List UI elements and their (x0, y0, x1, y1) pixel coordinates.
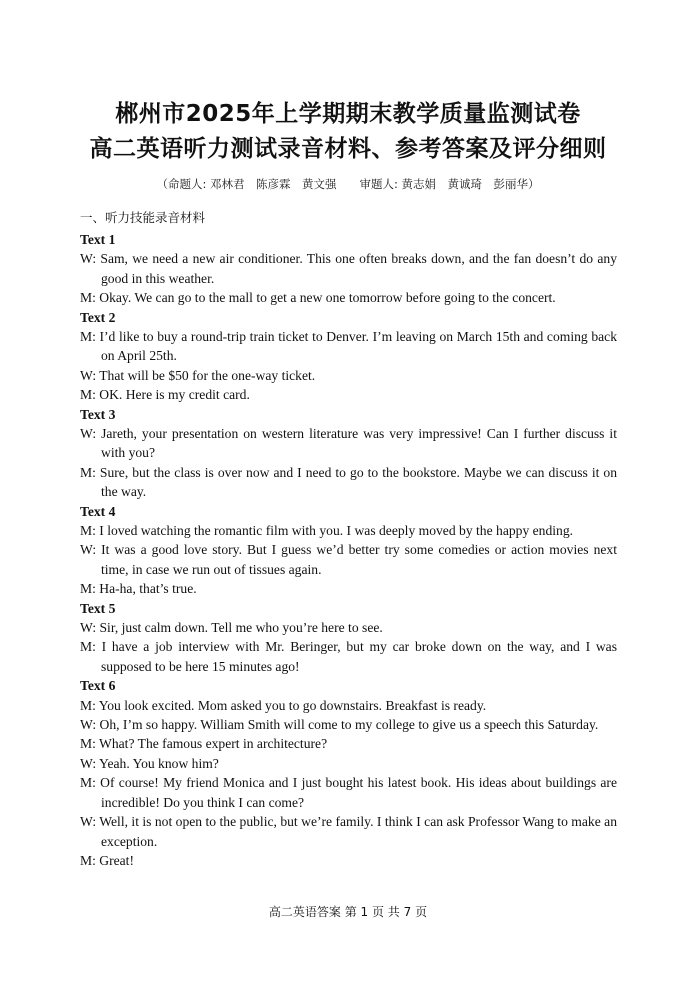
section-heading: 一、听力技能录音材料 (80, 210, 206, 225)
text-label: Text 2 (80, 309, 116, 325)
dialogue-line: W: Sam, we need a new air conditioner. This one often breaks down, and the fan doesn’t do any good in this weather. (80, 251, 617, 286)
text-block-4 (80, 502, 617, 599)
dialogue-line: M: I have a job interview with Mr. Beringer, but my car broke down on the way, and I was supposed to be here 15 minutes ago! (80, 639, 617, 674)
dialogue-line: M: Ha-ha, that’s true. (80, 581, 197, 597)
dialogue-line: W: Sir, just calm down. Tell me who you’re here to see. (80, 620, 383, 636)
dialogue-line: M: You look excited. Mom asked you to go downstairs. Breakfast is ready. (80, 697, 487, 713)
dialogue-line: M: OK. Here is my credit card. (80, 387, 250, 403)
text-label: Text 6 (80, 678, 116, 694)
authors-line: （命题人: 邓林君 陈彦霖 黄文强 审题人: 黄志娟 黄诚琦 彭丽华） (156, 177, 540, 191)
dialogue-line: M: Of course! My friend Monica and I just bought his latest book. His ideas about buildings are incredible! Do you think I can come? (80, 775, 617, 810)
text-label: Text 3 (80, 406, 116, 422)
transcript-content (80, 230, 617, 870)
text-block-6 (80, 676, 617, 870)
dialogue-line: M: Sure, but the class is over now and I need to go to the bookstore. Maybe we can discuss it on the way. (80, 464, 617, 500)
page-footer: 高二英语答案 第 1 页 共 7 页 (268, 905, 428, 919)
text-block-3 (80, 405, 617, 502)
document-title-line1: 郴州市2025年上学期期末教学质量监测试卷 (115, 101, 581, 127)
document-title-line2: 高二英语听力测试录音材料、参考答案及评分细则 (89, 136, 607, 162)
dialogue-line: M: I’d like to buy a round-trip train ticket to Denver. I’m leaving on March 15th and coming back on April 25th. (80, 329, 617, 364)
dialogue-line: M: Great! (80, 852, 134, 868)
dialogue-line: M: Okay. We can go to the mall to get a new one tomorrow before going to the concert. (80, 290, 556, 306)
text-label: Text 5 (80, 600, 116, 616)
dialogue-line: W: Oh, I’m so happy. William Smith will come to my college to give us a speech this Saturday. (80, 717, 599, 733)
dialogue-line: M: I loved watching the romantic film with you. I was deeply moved by the happy ending. (80, 523, 574, 539)
text-block-2 (80, 308, 617, 405)
dialogue-line: M: What? The famous expert in architecture? (80, 736, 328, 752)
text-block-1 (80, 230, 617, 308)
text-label: Text 1 (80, 232, 116, 247)
dialogue-line: W: That will be $50 for the one-way ticket. (80, 367, 316, 383)
dialogue-line: W: Well, it is not open to the public, but we’re family. I think I can ask Professor Wang to make an exception. (80, 814, 617, 849)
text-label: Text 4 (80, 503, 116, 519)
text-block-5 (80, 599, 617, 677)
dialogue-line: W: Jareth, your presentation on western literature was very impressive! Can I further discuss it with you? (80, 426, 617, 461)
dialogue-line: W: It was a good love story. But I guess we’d better try some comedies or action movies next time, in case we run out of tissues again. (80, 542, 617, 577)
dialogue-line: W: Yeah. You know him? (80, 755, 219, 771)
